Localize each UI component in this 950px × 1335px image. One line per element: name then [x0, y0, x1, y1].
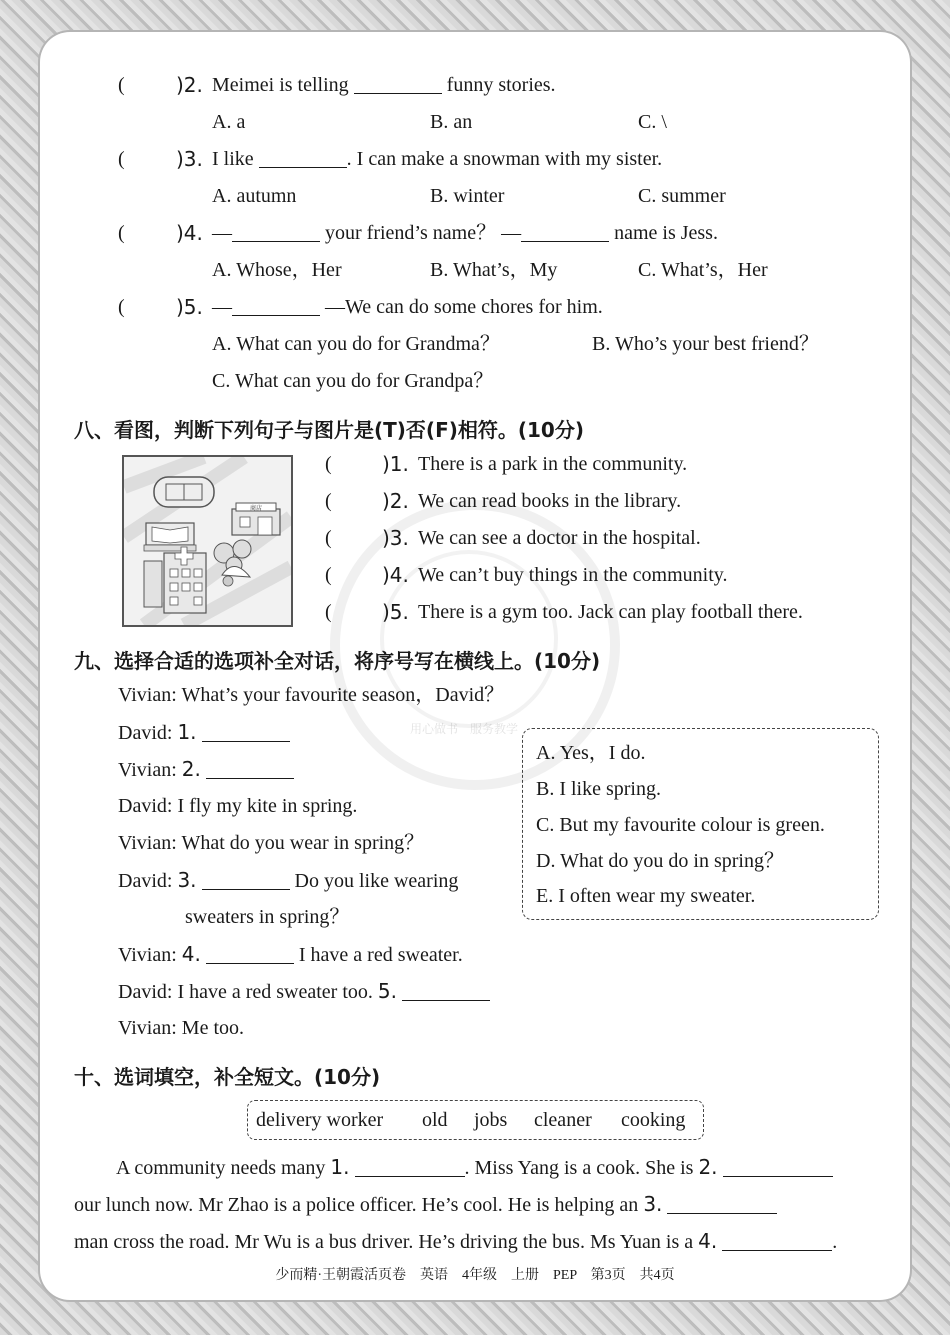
dialogue-line: sweaters in spring？ [185, 906, 350, 928]
item-number: )3. [382, 526, 409, 550]
option-item: B. I like spring. [536, 778, 661, 800]
option-item: E. I often wear my sweater. [536, 885, 756, 907]
item-number: )4. [382, 563, 409, 587]
word-bank-item: jobs [474, 1109, 508, 1131]
option-a: A. What can you do for Grandma？ [212, 333, 500, 355]
map-illustration [124, 457, 291, 625]
dialogue-line: David: 1. [118, 720, 290, 745]
dialogue-line: Vivian: What do you wear in spring？ [118, 832, 425, 854]
shop-icon [232, 509, 280, 535]
item-text: We can read books in the library. [418, 490, 682, 512]
answer-blank[interactable] [355, 1158, 465, 1177]
section-9-heading: 九、选择合适的选项补全对话，将序号写在横线上。(10分) [74, 649, 601, 673]
question-number: )2. [176, 73, 203, 97]
item-text: We can’t buy things in the community. [418, 564, 728, 586]
answer-blank[interactable] [667, 1195, 777, 1214]
question-stem: I like . I can make a snowman with my sister. [212, 148, 663, 170]
word-bank-item: cleaner [534, 1109, 592, 1131]
question-stem: Meimei is telling funny stories. [212, 74, 556, 96]
word-bank-item: delivery worker [256, 1109, 384, 1131]
dialogue-line: Vivian: What’s your favourite season，David？ [118, 684, 505, 706]
word-bank-item: old [422, 1109, 448, 1131]
answer-blank[interactable] [206, 945, 294, 964]
option-b: B. What’s，My [430, 259, 558, 281]
item-text: There is a park in the community. [418, 453, 688, 475]
passage-line-3: man cross the road. Mr Wu is a bus driver. He’s driving the bus. Ms Yuan is a 4. . [74, 1229, 838, 1253]
option-item: C. But my favourite colour is green. [536, 814, 825, 836]
item-text: There is a gym too. Jack can play football there. [418, 601, 803, 623]
dialogue-line: David: I have a red sweater too. 5. [118, 979, 490, 1004]
option-item: D. What do you do in spring？ [536, 850, 784, 872]
answer-blank[interactable] [402, 982, 490, 1001]
option-b: B. an [430, 111, 473, 133]
passage-line-1: A community needs many 1. . Miss Yang is a cook. She is 2. [116, 1155, 833, 1180]
answer-blank[interactable] [232, 223, 320, 242]
shop-sign: 商店 [249, 505, 263, 512]
answer-blank[interactable] [354, 75, 442, 94]
option-b: B. Who’s your best friend？ [592, 333, 819, 355]
option-c: C. What can you do for Grandpa？ [212, 370, 494, 392]
community-map-image [122, 455, 293, 627]
word-bank-item: cooking [621, 1109, 686, 1131]
option-b: B. winter [430, 185, 505, 207]
answer-blank[interactable] [206, 760, 294, 779]
watermark-text: 用心做书 服务教学 [410, 722, 519, 736]
dialogue-line: David: I fly my kite in spring. [118, 795, 358, 817]
option-item: A. Yes，I do. [536, 742, 646, 764]
answer-blank[interactable] [202, 871, 290, 890]
answer-blank[interactable] [722, 1232, 832, 1251]
option-a: A. autumn [212, 185, 297, 207]
section-10-heading: 十、选词填空，补全短文。(10分) [74, 1065, 381, 1089]
question-number: )5. [176, 295, 203, 319]
item-number: )5. [382, 600, 409, 624]
dialogue-line: Vivian: 2. [118, 757, 294, 782]
passage-line-2: our lunch now. Mr Zhao is a police officer. He’s cool. He is helping an 3. [74, 1192, 777, 1217]
section-8-heading: 八、看图，判断下列句子与图片是(T)否(F)相符。(10分) [74, 418, 584, 442]
question-stem: — —We can do some chores for him. [212, 296, 603, 318]
dialogue-line: David: 3. Do you like wearing [118, 868, 459, 892]
answer-blank[interactable] [232, 297, 320, 316]
option-c: C. \ [638, 111, 667, 133]
answer-blank[interactable] [521, 223, 609, 242]
option-a: A. Whose，Her [212, 259, 342, 281]
answer-blank[interactable] [259, 149, 347, 168]
item-number: )2. [382, 489, 409, 513]
item-number: )1. [382, 452, 409, 476]
item-text: We can see a doctor in the hospital. [418, 527, 701, 549]
dialogue-line: Vivian: Me too. [118, 1017, 245, 1039]
answer-blank[interactable] [202, 723, 290, 742]
question-stem: — your friend’s name？ — name is Jess. [212, 222, 718, 244]
option-c: C. What’s，Her [638, 259, 768, 281]
question-number: )4. [176, 221, 203, 245]
page-footer: 少而精·王朝霞活页卷 英语 4年级 上册 PEP 第3页 共4页 [275, 1268, 675, 1283]
answer-blank[interactable] [723, 1158, 833, 1177]
option-a: A. a [212, 111, 246, 133]
question-number: )3. [176, 147, 203, 171]
dialogue-line: Vivian: 4. I have a red sweater. [118, 942, 463, 966]
option-c: C. summer [638, 185, 726, 207]
